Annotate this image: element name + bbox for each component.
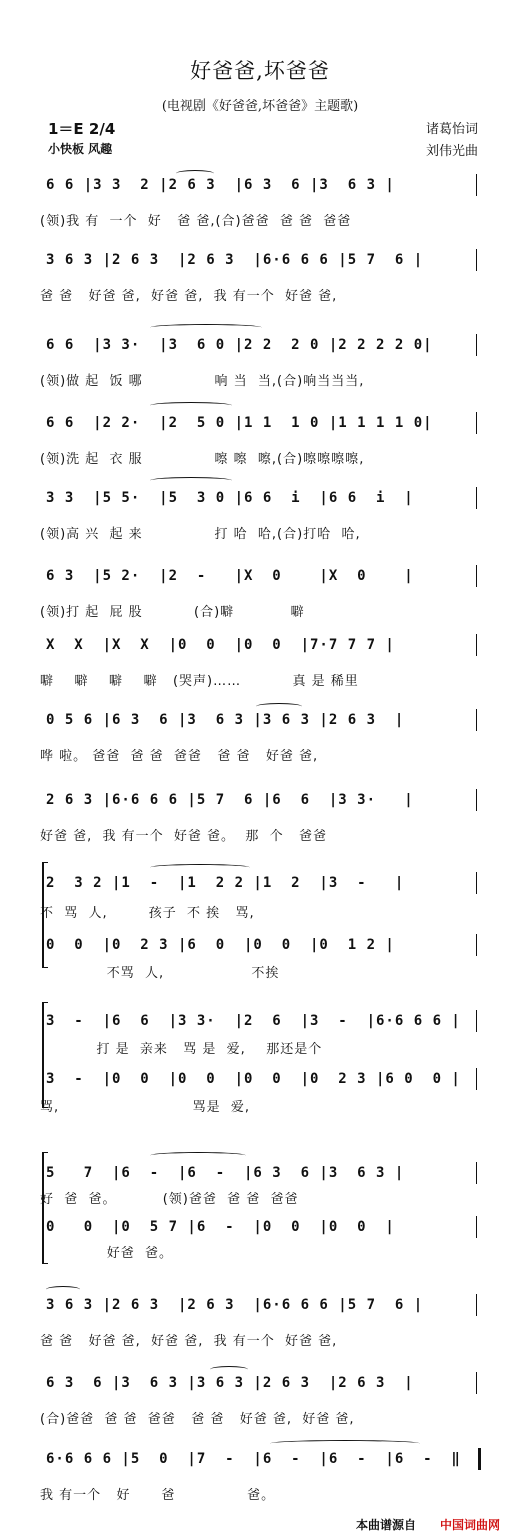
system-8: [0, 707, 520, 785]
tempo-marking: 小快板 风趣: [48, 142, 113, 156]
lyrics-line: 爸 爸 好爸 爸, 好爸 爸, 我 有一个 好爸 爸,: [40, 289, 338, 304]
lyrics-line: (领)打 起 屁 股 (合)噼 噼: [40, 605, 305, 620]
system-3: [0, 332, 520, 410]
barline: [476, 1294, 477, 1316]
notation-line: 3 6 3 |2 6 3 |2 6 3 |6·6 6 6 |5 7 6 |: [46, 252, 424, 268]
lyrics-line: (领)洗 起 衣 服 嚓 嚓 嚓,(合)嚓嚓嚓嚓,: [40, 452, 365, 467]
composer-credit: 刘伟光曲: [426, 144, 479, 159]
slur: [270, 1440, 420, 1447]
barline: [476, 565, 477, 587]
system-14: [0, 1370, 520, 1448]
notation-line: 6 3 |5 2· |2 - |X 0 |X 0 |: [46, 568, 414, 584]
notation-line: 3 - |6 6 |3 3· |2 6 |3 - |6·6 6 6 |: [46, 1013, 461, 1029]
notation-line: 0 0 |0 2 3 |6 0 |0 0 |0 1 2 |: [46, 937, 395, 953]
slur: [46, 1286, 80, 1293]
song-subtitle: (电视剧《好爸爸,坏爸爸》主题歌): [161, 99, 359, 114]
lyrics-line: (合)爸爸 爸 爸 爸爸 爸 爸 好爸 爸, 好爸 爸,: [40, 1412, 355, 1427]
slur: [150, 402, 232, 409]
lyrics-line: (领)我 有 一个 好 爸 爸,(合)爸爸 爸 爸 爸爸: [40, 214, 352, 229]
notation-line: 0 0 |0 5 7 |6 - |0 0 |0 0 |: [46, 1219, 395, 1235]
lyricist-credit: 诸葛怡词: [426, 122, 479, 137]
system-2: [0, 247, 520, 325]
barline: [476, 1010, 477, 1032]
slur: [150, 477, 232, 484]
notation-line: 3 6 3 |2 6 3 |2 6 3 |6·6 6 6 |5 7 6 |: [46, 1297, 424, 1313]
system-7: [0, 632, 520, 710]
barline: [476, 1162, 477, 1184]
barline: [476, 412, 477, 434]
final-barline: [478, 1448, 481, 1470]
lyrics-line: 我 有一个 好 爸 爸。: [40, 1488, 276, 1503]
barline: [476, 1216, 477, 1238]
system-1: [0, 172, 520, 250]
lyrics-line: 爸 爸 好爸 爸, 好爸 爸, 我 有一个 好爸 爸,: [40, 1334, 338, 1349]
source-label: 本曲谱源自: [356, 1518, 417, 1532]
notation-line: 3 3 |5 5· |5 3 0 |6 6 i |6 6 i |: [46, 490, 414, 506]
notation-line: X X |X X |0 0 |0 0 |7·7 7 7 |: [46, 637, 395, 653]
barline: [476, 249, 477, 271]
lyrics-line: (领)做 起 饭 哪 响 当 当,(合)响当当当,: [40, 374, 365, 389]
notation-line: 6 6 |3 3 2 |2 6 3 |6 3 6 |3 6 3 |: [46, 177, 395, 193]
barline: [476, 174, 477, 196]
slur: [256, 703, 302, 710]
slur: [176, 170, 214, 177]
barline: [476, 1068, 477, 1090]
notation-line: 2 3 2 |1 - |1 2 2 |1 2 |3 - |: [46, 875, 405, 891]
notation-line: 0 5 6 |6 3 6 |3 6 3 |3 6 3 |2 6 3 |: [46, 712, 405, 728]
barline: [476, 487, 477, 509]
barline: [476, 634, 477, 656]
lyrics-line: 噼 噼 噼 噼 (哭声)…… 真 是 稀里: [40, 674, 359, 689]
notation-line: 6·6 6 6 |5 0 |7 - |6 - |6 - |6 - ‖: [46, 1451, 461, 1467]
barline: [476, 872, 477, 894]
notation-line: 6 6 |2 2· |2 5 0 |1 1 1 0 |1 1 1 1 0|: [46, 415, 433, 431]
system-4: [0, 410, 520, 488]
slur: [150, 864, 250, 871]
barline: [476, 709, 477, 731]
system-15: [0, 1446, 520, 1524]
barline: [476, 789, 477, 811]
barline: [476, 934, 477, 956]
notation-line: 6 3 6 |3 6 3 |3 6 3 |2 6 3 |2 6 3 |: [46, 1375, 414, 1391]
slur: [210, 1366, 248, 1373]
slur: [150, 324, 262, 331]
notation-line: 5 7 |6 - |6 - |6 3 6 |3 6 3 |: [46, 1165, 405, 1181]
lyrics-line: 好 爸 爸。 (领)爸爸 爸 爸 爸爸: [40, 1192, 299, 1207]
lyrics-line: 不骂 人, 不挨: [40, 966, 280, 981]
lyrics-line: 不 骂 人, 孩子 不 挨 骂,: [40, 906, 255, 921]
notation-line: 3 - |0 0 |0 0 |0 0 |0 2 3 |6 0 0 |: [46, 1071, 461, 1087]
source-site-link[interactable]: 中国词曲网: [440, 1518, 501, 1532]
system-5: [0, 485, 520, 563]
slur: [150, 1152, 246, 1159]
lyrics-line: 好爸 爸, 我 有一个 好爸 爸。 那 个 爸爸: [40, 829, 327, 844]
lyrics-line: (领)高 兴 起 来 打 哈 哈,(合)打哈 哈,: [40, 527, 361, 542]
system-6: [0, 563, 520, 641]
system-11-lower: [0, 1066, 520, 1144]
notation-line: 6 6 |3 3· |3 6 0 |2 2 2 0 |2 2 2 2 0|: [46, 337, 433, 353]
lyrics-line: 打 是 亲来 骂 是 爱, 那还是个: [40, 1042, 323, 1057]
barline: [476, 334, 477, 356]
system-13: [0, 1292, 520, 1370]
barline: [476, 1372, 477, 1394]
lyrics-line: 哗 啦。 爸爸 爸 爸 爸爸 爸 爸 好爸 爸,: [40, 749, 319, 764]
system-10-lower: [0, 932, 520, 1010]
lyrics-line: 好爸 爸。: [40, 1246, 173, 1261]
lyrics-line: 骂, 骂是 爱,: [40, 1100, 250, 1115]
system-9: [0, 787, 520, 865]
system-12-lower: [0, 1214, 520, 1292]
song-title: 好爸爸,坏爸爸: [190, 59, 330, 83]
key-signature: 1＝E 2/4: [48, 120, 116, 138]
notation-line: 2 6 3 |6·6 6 6 |5 7 6 |6 6 |3 3· |: [46, 792, 414, 808]
